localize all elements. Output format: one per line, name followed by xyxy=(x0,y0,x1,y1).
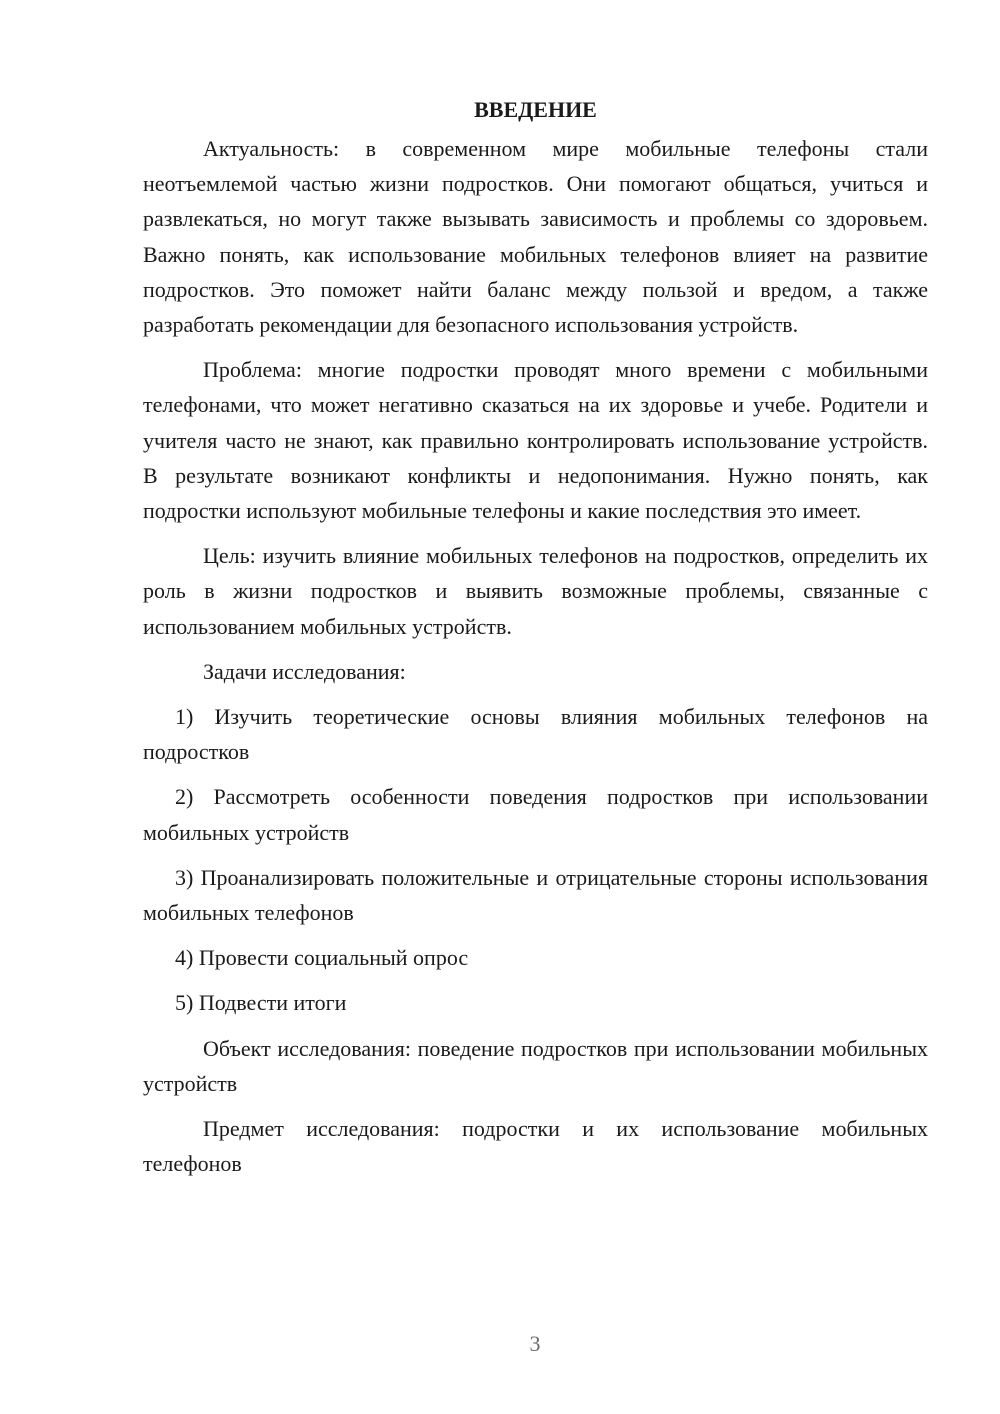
task-item-4: 4) Провести социальный опрос xyxy=(175,945,469,971)
paragraph-problem: Проблема: многие подростки проводят много времени с мобильными телефонами, что может негативно сказаться на их здоровье и учебе. Родители и учителя часто не знают, как правильно контролировать использование устройств. В результате возникают конфликты и недопонимания. Нужно понять, как подростки используют мобильные телефоны и какие последствия это имеет. xyxy=(143,357,928,524)
task-item-1: 1) Изучить теоретические основы влияния мобильных телефонов на подростков xyxy=(143,704,928,765)
task-item-5: 5) Подвести итоги xyxy=(175,990,347,1016)
tasks-title: Задачи исследования: xyxy=(203,658,406,684)
paragraph-goal: Цель: изучить влияние мобильных телефонов на подростков, определить их роль в жизни подростков и выявить возможные проблемы, связанные с использованием мобильных устройств. xyxy=(143,543,928,639)
task-item-3: 3) Проанализировать положительные и отрицательные стороны использования мобильных телефонов xyxy=(143,864,928,926)
task-item-2: 2) Рассмотреть особенности поведения подростков при использовании мобильных устройств xyxy=(143,784,928,845)
tasks-list xyxy=(143,699,928,1021)
paragraph-object: Объект исследования: поведение подростков при использовании мобильных устройств xyxy=(143,1035,928,1096)
page-number: 3 xyxy=(529,1331,541,1356)
document-page xyxy=(143,92,928,1191)
paragraph-relevance: Актуальность: в современном мире мобильные телефоны стали неотъемлемой частью жизни подростков. Они помогают общаться, учиться и развлекаться, но могут также вызывать зависимость и проблемы со здоровьем. Важно понять, как использование мобильных телефонов влияет на развитие подростков. Это поможет найти баланс между пользой и вредом, а также разработать рекомендации для безопасного использования устройств. xyxy=(143,136,928,338)
section-heading: ВВЕДЕНИЕ xyxy=(474,97,597,122)
paragraph-subject: Предмет исследования: подростки и их использование мобильных телефонов xyxy=(143,1116,928,1177)
